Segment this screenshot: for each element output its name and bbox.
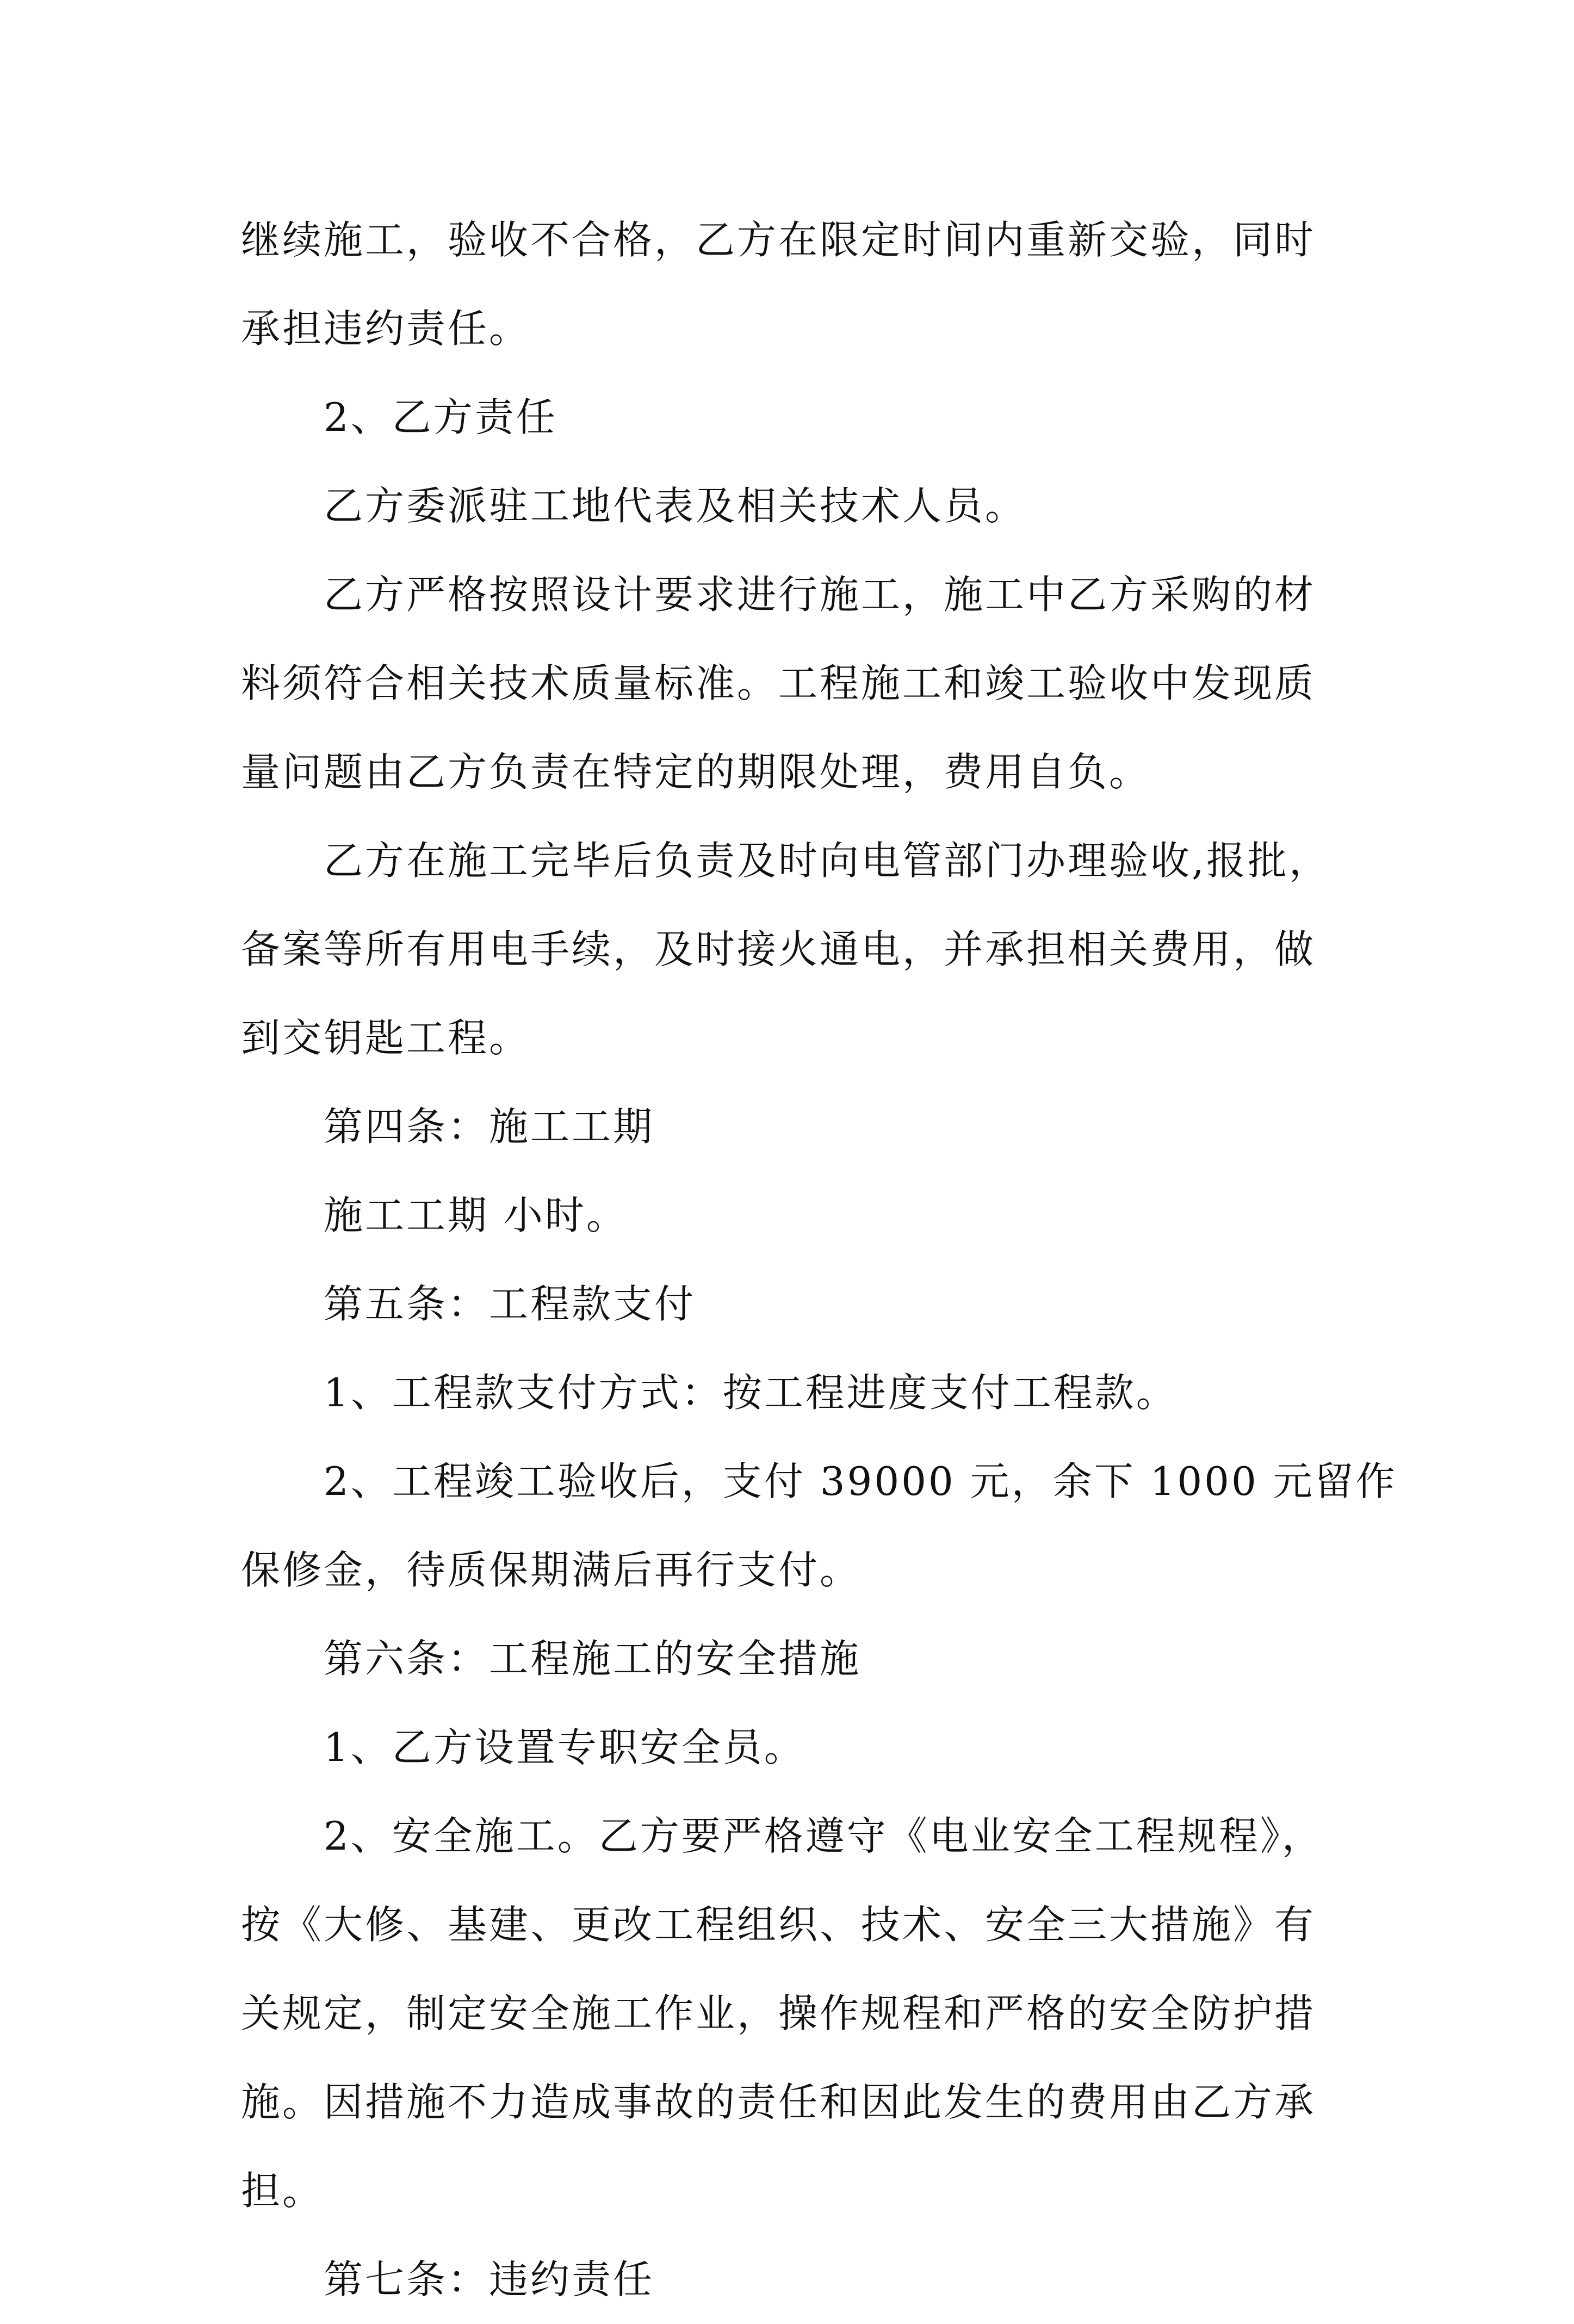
text-line: 1、乙方设置专职安全员。 (324, 1725, 805, 1770)
article-heading: 第六条：工程施工的安全措施 (324, 1636, 862, 1682)
article-heading: 第五条：工程款支付 (324, 1281, 696, 1327)
text-line: 乙方委派驻工地代表及相关技术人员。 (324, 483, 1027, 529)
text-line: 保修金，待质保期满后再行支付。 (241, 1547, 862, 1593)
text-line: 担。 (241, 2168, 324, 2214)
contract-text (241, 196, 1397, 2324)
text-line: 承担违约责任。 (241, 306, 531, 351)
text-line: 料须符合相关技术质量标准。工程施工和竣工验收中发现质 (241, 660, 1316, 706)
text-line: 施工工期 小时。 (324, 1192, 628, 1238)
text-line: 施。因措施不力造成事故的责任和因此发生的费用由乙方承 (241, 2079, 1316, 2125)
article-heading: 第七条：违约责任 (324, 2257, 655, 2302)
text-line: 乙方在施工完毕后负责及时向电管部门办理验收,报批， (324, 838, 1330, 883)
text-line: 继续施工，验收不合格，乙方在限定时间内重新交验，同时 (241, 217, 1316, 263)
text-line: 到交钥匙工程。 (241, 1015, 531, 1061)
text-line: 关规定，制定安全施工作业，操作规程和严格的安全防护措 (241, 1991, 1316, 2036)
text-line: 2、工程竣工验收后，支付 39000 元，余下 1000 元留作 (324, 1458, 1397, 1504)
article-heading: 第四条：施工工期 (324, 1104, 655, 1149)
text-line: 2、安全施工。乙方要严格遵守《电业安全工程规程》， (324, 1813, 1323, 1859)
text-line: 1、工程款支付方式：按工程进度支付工程款。 (324, 1370, 1178, 1416)
text-line: 乙方严格按照设计要求进行施工，施工中乙方采购的材 (324, 572, 1316, 617)
text-line: 量问题由乙方负责在特定的期限处理，费用自负。 (241, 749, 1151, 795)
text-line: 按《大修、基建、更改工程组织、技术、安全三大措施》有 (241, 1902, 1316, 1948)
text-line: 备案等所有用电手续，及时接火通电，并承担相关费用，做 (241, 926, 1316, 972)
section-heading: 2、乙方责任 (324, 394, 557, 440)
